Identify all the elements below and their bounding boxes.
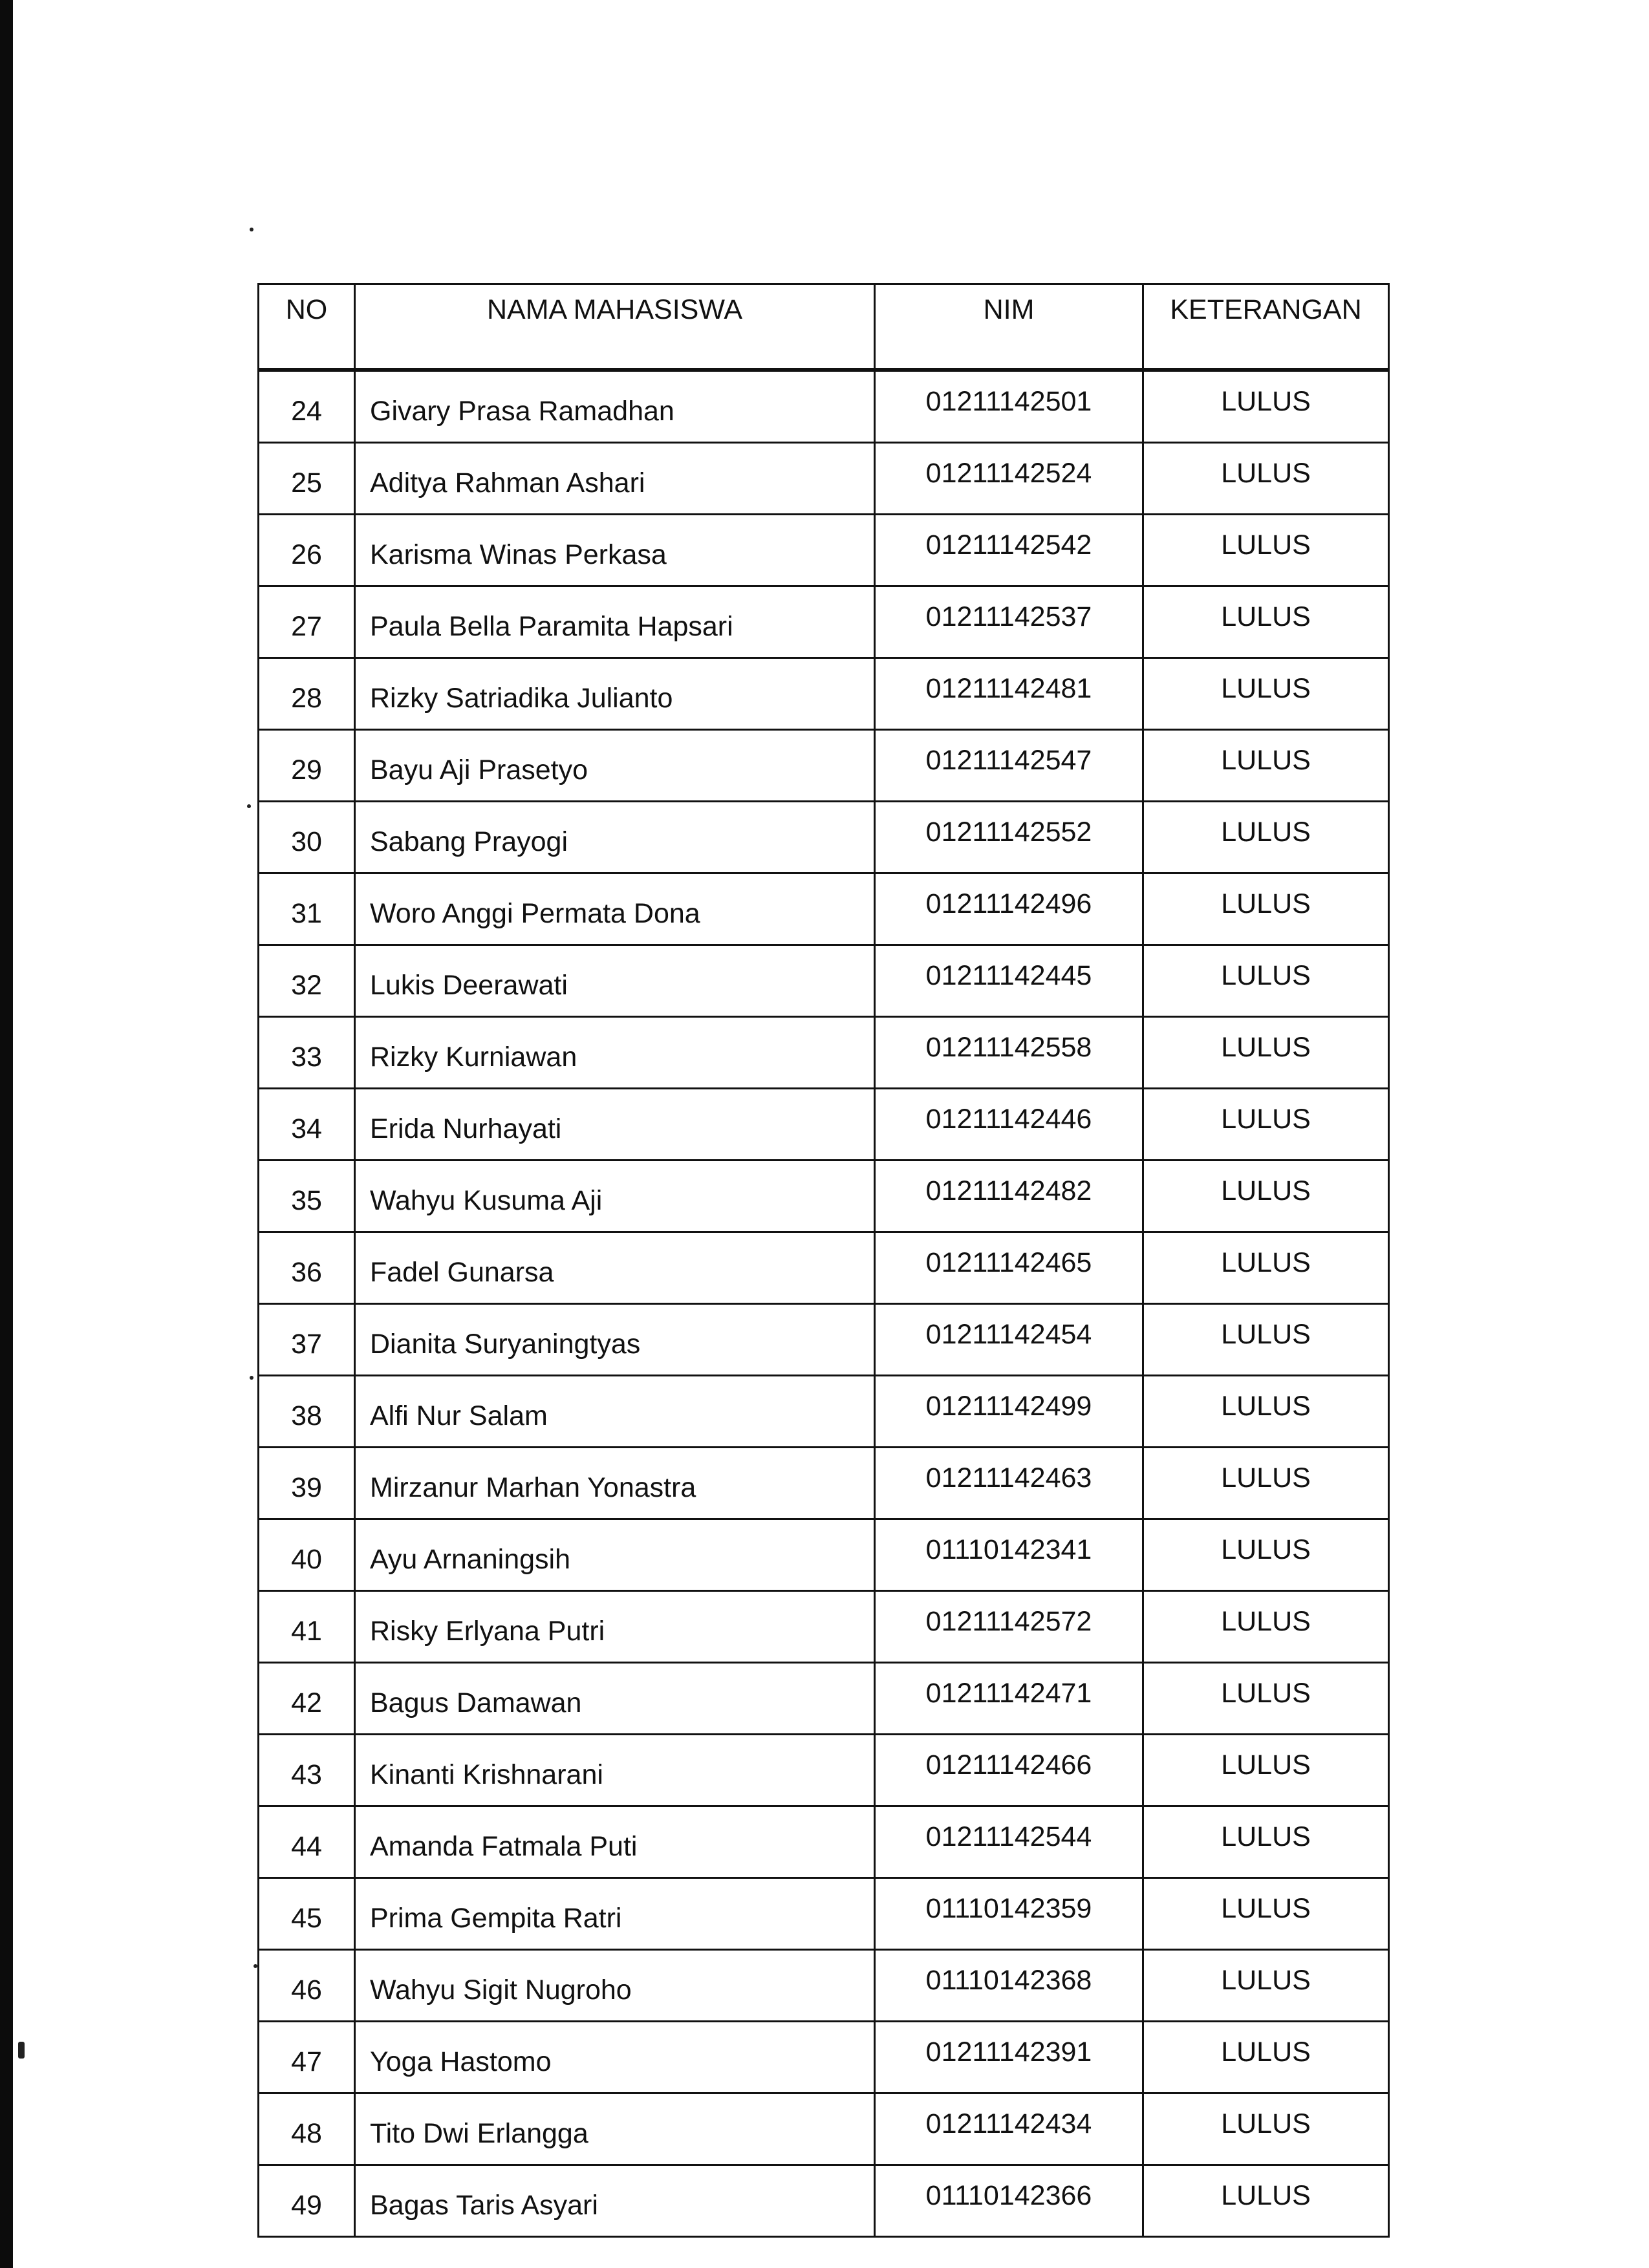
status-label: LULUS [1143,1591,1389,1663]
row-number: 42 [259,1663,355,1735]
row-number: 39 [259,1448,355,1519]
status-label: LULUS [1143,1519,1389,1591]
header-keterangan: KETERANGAN [1143,284,1389,370]
student-name: Fadel Gunarsa [355,1232,875,1304]
row-number: 28 [259,658,355,730]
status-label: LULUS [1143,1950,1389,2022]
student-name: Givary Prasa Ramadhan [355,370,875,443]
student-name: Rizky Kurniawan [355,1017,875,1089]
status-label: LULUS [1143,1878,1389,1950]
status-label: LULUS [1143,515,1389,586]
student-name: Karisma Winas Perkasa [355,515,875,586]
table-row [259,1232,1389,1304]
status-label: LULUS [1143,730,1389,802]
table-row [259,873,1389,945]
table-row [259,2093,1389,2165]
status-label: LULUS [1143,873,1389,945]
student-name: Aditya Rahman Ashari [355,443,875,515]
scan-edge [0,0,13,2268]
row-number: 24 [259,370,355,443]
student-name: Mirzanur Marhan Yonastra [355,1448,875,1519]
table-row [259,1950,1389,2022]
student-name: Bayu Aji Prasetyo [355,730,875,802]
status-label: LULUS [1143,370,1389,443]
status-label: LULUS [1143,1663,1389,1735]
student-nim: 01211142537 [875,586,1143,658]
student-nim: 01110142366 [875,2165,1143,2237]
status-label: LULUS [1143,1806,1389,1878]
student-nim: 01211142572 [875,1591,1143,1663]
row-number: 37 [259,1304,355,1376]
row-number: 45 [259,1878,355,1950]
student-name: Woro Anggi Permata Dona [355,873,875,945]
student-name: Paula Bella Paramita Hapsari [355,586,875,658]
status-label: LULUS [1143,945,1389,1017]
table-row [259,2022,1389,2093]
row-number: 48 [259,2093,355,2165]
student-nim: 01211142481 [875,658,1143,730]
status-label: LULUS [1143,1161,1389,1232]
student-name: Prima Gempita Ratri [355,1878,875,1950]
student-nim: 01211142524 [875,443,1143,515]
table-row [259,1806,1389,1878]
student-name: Ayu Arnaningsih [355,1519,875,1591]
header-name: NAMA MAHASISWA [355,284,875,370]
student-nim: 01211142558 [875,1017,1143,1089]
student-nim: 01211142471 [875,1663,1143,1735]
row-number: 32 [259,945,355,1017]
status-label: LULUS [1143,443,1389,515]
status-label: LULUS [1143,658,1389,730]
student-nim: 01211142544 [875,1806,1143,1878]
scan-speck [247,804,251,808]
student-name: Wahyu Sigit Nugroho [355,1950,875,2022]
table-row [259,1663,1389,1735]
student-name: Erida Nurhayati [355,1089,875,1161]
row-number: 41 [259,1591,355,1663]
status-label: LULUS [1143,1017,1389,1089]
student-nim: 01211142496 [875,873,1143,945]
table-row [259,658,1389,730]
student-name: Bagus Damawan [355,1663,875,1735]
student-nim: 01211142445 [875,945,1143,1017]
row-number: 49 [259,2165,355,2237]
student-nim: 01211142465 [875,1232,1143,1304]
student-name: Kinanti Krishnarani [355,1735,875,1806]
status-label: LULUS [1143,1304,1389,1376]
status-label: LULUS [1143,586,1389,658]
status-label: LULUS [1143,1448,1389,1519]
row-number: 36 [259,1232,355,1304]
table-row [259,1735,1389,1806]
status-label: LULUS [1143,802,1389,873]
row-number: 47 [259,2022,355,2093]
table-row [259,370,1389,443]
row-number: 34 [259,1089,355,1161]
student-name: Amanda Fatmala Puti [355,1806,875,1878]
row-number: 27 [259,586,355,658]
scan-speck [18,2042,25,2059]
row-number: 25 [259,443,355,515]
header-no: NO [259,284,355,370]
student-name: Lukis Deerawati [355,945,875,1017]
student-nim: 01211142542 [875,515,1143,586]
student-nim: 01211142434 [875,2093,1143,2165]
student-nim: 01211142466 [875,1735,1143,1806]
header-nim: NIM [875,284,1143,370]
student-nim: 01211142463 [875,1448,1143,1519]
table-row [259,945,1389,1017]
status-label: LULUS [1143,1232,1389,1304]
scan-speck [250,1376,253,1380]
table-row [259,2165,1389,2237]
student-nim: 01211142552 [875,802,1143,873]
table-row [259,1519,1389,1591]
student-nim: 01211142454 [875,1304,1143,1376]
student-table [257,283,1390,2238]
table-row [259,1448,1389,1519]
row-number: 40 [259,1519,355,1591]
table-row [259,1161,1389,1232]
scan-speck [250,228,253,231]
status-label: LULUS [1143,1735,1389,1806]
student-nim: 01211142501 [875,370,1143,443]
table-row [259,1089,1389,1161]
row-number: 38 [259,1376,355,1448]
student-nim: 01211142391 [875,2022,1143,2093]
student-name: Yoga Hastomo [355,2022,875,2093]
table-row [259,586,1389,658]
student-nim: 01211142499 [875,1376,1143,1448]
student-name: Risky Erlyana Putri [355,1591,875,1663]
student-name: Dianita Suryaningtyas [355,1304,875,1376]
student-name: Alfi Nur Salam [355,1376,875,1448]
student-name: Bagas Taris Asyari [355,2165,875,2237]
status-label: LULUS [1143,1089,1389,1161]
row-number: 31 [259,873,355,945]
status-label: LULUS [1143,2165,1389,2237]
row-number: 35 [259,1161,355,1232]
table-row [259,1591,1389,1663]
status-label: LULUS [1143,2022,1389,2093]
student-nim: 01110142359 [875,1878,1143,1950]
row-number: 29 [259,730,355,802]
student-nim: 01211142547 [875,730,1143,802]
table-body [259,370,1389,2237]
student-name: Sabang Prayogi [355,802,875,873]
row-number: 46 [259,1950,355,2022]
table-row [259,443,1389,515]
status-label: LULUS [1143,2093,1389,2165]
table-row [259,802,1389,873]
table-row [259,515,1389,586]
row-number: 44 [259,1806,355,1878]
student-nim: 01110142368 [875,1950,1143,2022]
table-row [259,1017,1389,1089]
student-nim: 01110142341 [875,1519,1143,1591]
table-row [259,1878,1389,1950]
table-row [259,1304,1389,1376]
table-header-row [259,284,1389,370]
row-number: 26 [259,515,355,586]
row-number: 43 [259,1735,355,1806]
student-name: Tito Dwi Erlangga [355,2093,875,2165]
status-label: LULUS [1143,1376,1389,1448]
student-name: Rizky Satriadika Julianto [355,658,875,730]
student-name: Wahyu Kusuma Aji [355,1161,875,1232]
table-row [259,730,1389,802]
student-nim: 01211142446 [875,1089,1143,1161]
row-number: 33 [259,1017,355,1089]
student-nim: 01211142482 [875,1161,1143,1232]
table-row [259,1376,1389,1448]
row-number: 30 [259,802,355,873]
